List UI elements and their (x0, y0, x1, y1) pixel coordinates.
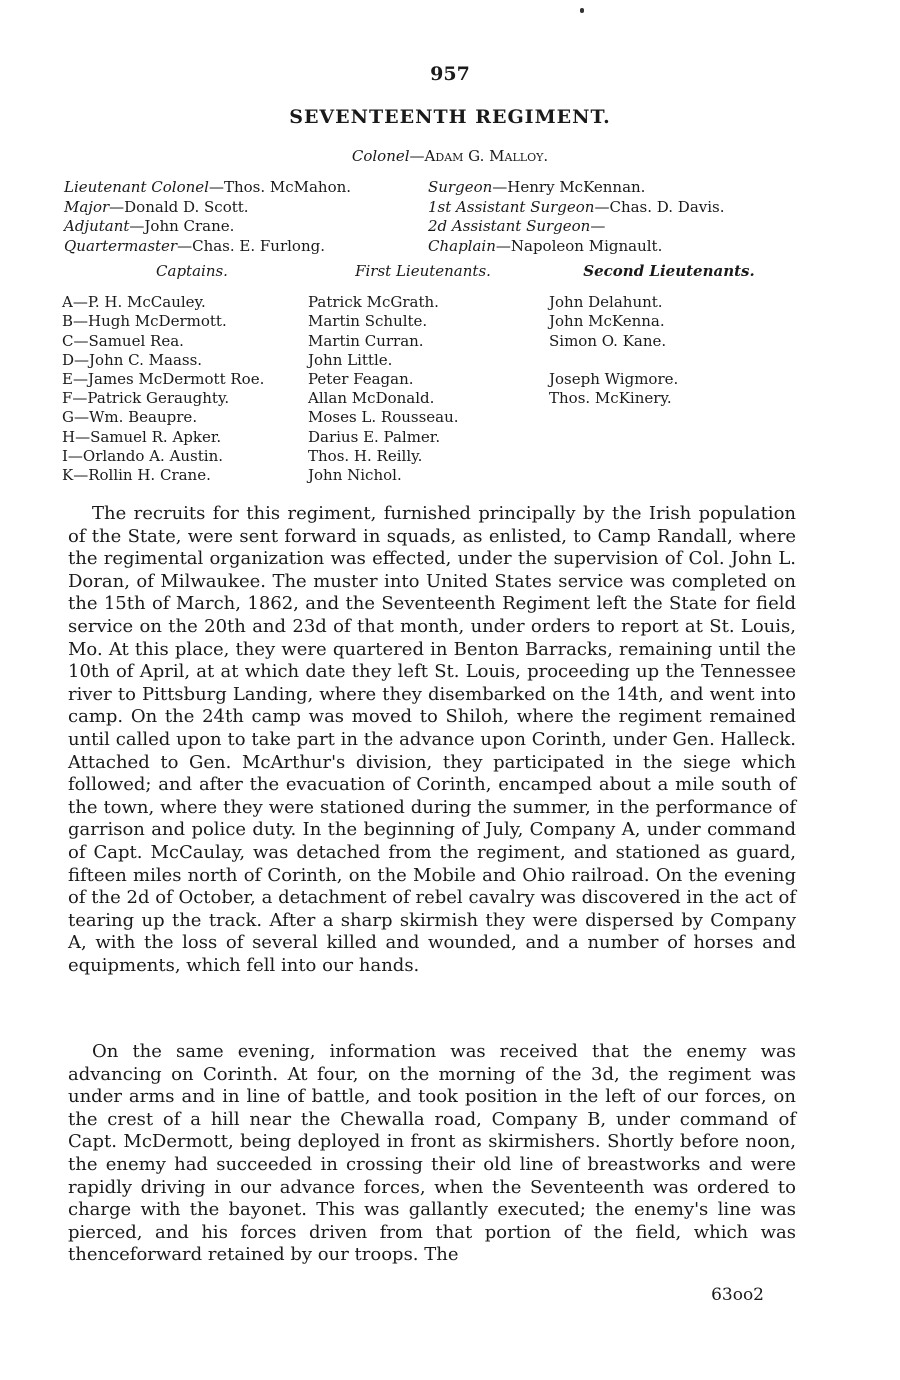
captain-row: A—P. H. McCauley. (62, 293, 206, 312)
captain-row: E—James McDermott Roe. (62, 369, 265, 388)
captain-row: G—Wm. Beaupre. (62, 408, 198, 427)
captain-row: C—Samuel Rea. (62, 331, 184, 350)
captains-heading: Captains. (156, 262, 228, 280)
second-lieutenant-row: Joseph Wigmore. (549, 369, 679, 388)
first-lieutenant-row: Thos. H. Reilly. (308, 446, 423, 465)
captains-column (62, 262, 302, 485)
field-staff (64, 178, 824, 256)
second-lieutenant-row (549, 351, 769, 370)
staff-role: 1st Assistant Surgeon (428, 197, 595, 216)
staff-entry: Major—Donald D. Scott. (64, 197, 249, 216)
staff-entry: Quartermaster—Chas. E. Furlong. (64, 236, 325, 255)
staff-entry: 1st Assistant Surgeon—Chas. D. Davis. (428, 197, 725, 216)
page-number: 957 (430, 63, 470, 85)
body-paragraph-2: On the same evening, information was received that the enemy was advancing on Corinth. At four, on the morning of the 3d, the regiment was under arms and in line of battle, and took position in the left of our forces, on the crest of a hill near the Chewalla road, Company B, under command of Capt. McDermott, being deployed in front as skirmishers. Shortly before noon, the enemy had succeeded in crossing their old line of breastworks and were rapidly driving in our advance forces, when the Seventeenth was ordered to charge with the bayonet. This was gallantly executed; the enemy's line was pierced, and his forces driven from that portion of the field, which was thenceforward retained by our troops. The (68, 1041, 796, 1266)
staff-entry: Surgeon—Henry McKennan. (428, 178, 646, 196)
staff-role: Adjutant (64, 217, 130, 235)
first-lieutenant-row: Peter Feagan. (308, 369, 414, 388)
company-officers (62, 262, 772, 492)
second-lieutenant-row (549, 466, 769, 485)
colonel-name: Adam G. Malloy. (424, 147, 549, 165)
staff-entry: Adjutant—John Crane. (64, 217, 235, 235)
staff-role: Quartermaster (64, 236, 178, 255)
catchword: 63oo2 (711, 1285, 764, 1305)
staff-entry: Chaplain—Napoleon Mignault. (428, 236, 663, 255)
first-lieutenant-row: Martin Schulte. (308, 312, 428, 331)
captain-row: H—Samuel R. Apker. (62, 427, 222, 446)
first-lieutenants-heading: First Lieutenants. (355, 262, 491, 280)
colonel-label: Colonel (351, 147, 410, 165)
first-lieutenant-row: John Nichol. (308, 465, 402, 484)
staff-name: Napoleon Mignault. (510, 236, 663, 255)
captain-row: K—Rollin H. Crane. (62, 465, 211, 484)
first-lieutenant-row: Allan McDonald. (308, 389, 435, 408)
second-lieutenant-row: Thos. McKinery. (549, 389, 672, 408)
second-lieutenant-row: John McKenna. (549, 312, 665, 331)
second-lieutenant-row (549, 447, 769, 466)
captain-row: F—Patrick Geraughty. (62, 389, 230, 408)
second-lieutenants-heading: Second Lieutenants. (583, 262, 755, 280)
first-lieutenants-column (308, 262, 508, 485)
staff-role: Surgeon (428, 178, 493, 196)
body-paragraph-1: The recruits for this regiment, furnished principally by the Irish population of the State, were sent forward in squads, as enlisted, to Camp Randall, where the regimental organization was effected, under the supervision of Col. John L. Doran, of Milwaukee. The muster into United States service was completed on the 15th of March, 1862, and the Seventeenth Regiment left the State for field service on the 20th and 23d of that month, under orders to report at St. Louis, Mo. At this place, they were quartered in Benton Barracks, remaining until the 10th of April, at at which date they left St. Louis, proceeding up the Tennessee river to Pittsburg Landing, where they disembarked on the 14th, and went into camp. On the 24th camp was moved to Shiloh, where the regiment remained until called upon to take part in the advance upon Corinth, under Gen. Halleck. Attached to Gen. McArthur's division, they participated in the siege which followed; and after the evacuation of Corinth, encamped about a mile south of the town, where they were stationed during the summer, in the performance of garrison and police duty. In the beginning of July, Company A, under command of Capt. McCaulay, was detached from the regiment, and stationed as guard, fifteen miles north of Corinth, on the Mobile and Ohio railroad. On the evening of the 2d of October, a detachment of rebel cavalry was discovered in the act of tearing up the track. After a sharp skirmish they were dispersed by Company A, with the loss of several killed and wounded, and a number of horses and equipments, which fell into our hands. (68, 503, 796, 976)
ink-spot (580, 8, 584, 13)
staff-name: John Crane. (144, 217, 235, 235)
staff-role: Chaplain (428, 236, 496, 255)
staff-entry: Lieutenant Colonel—Thos. McMahon. (64, 178, 352, 196)
first-lieutenant-row: Darius E. Palmer. (308, 427, 441, 446)
second-lieutenant-row (549, 428, 769, 447)
staff-role: 2d Assistant Surgeon (428, 217, 591, 235)
captain-row: B—Hugh McDermott. (62, 312, 227, 331)
staff-entry: 2d Assistant Surgeon— (428, 217, 606, 235)
second-lieutenants-column (549, 262, 769, 485)
second-lieutenant-row (549, 408, 769, 427)
staff-name: Donald D. Scott. (124, 197, 249, 216)
staff-role: Major (64, 197, 110, 216)
second-lieutenant-row: John Delahunt. (549, 293, 663, 312)
staff-name: Thos. McMahon. (223, 178, 352, 196)
first-lieutenant-row: Moses L. Rousseau. (308, 408, 459, 427)
first-lieutenant-row: John Little. (308, 350, 393, 369)
first-lieutenant-row: Martin Curran. (308, 331, 424, 350)
second-lieutenant-row: Simon O. Kane. (549, 331, 667, 350)
captain-row: I—Orlando A. Austin. (62, 446, 224, 465)
staff-name: Henry McKennan. (507, 178, 646, 196)
staff-role: Lieutenant Colonel (64, 178, 209, 196)
colonel-line: Colonel—Adam G. Malloy. (351, 147, 549, 165)
staff-name: Chas. E. Furlong. (192, 236, 325, 255)
page-title: SEVENTEENTH REGIMENT. (289, 106, 611, 128)
first-lieutenant-row: Patrick McGrath. (308, 293, 439, 312)
staff-name: Chas. D. Davis. (609, 197, 725, 216)
captain-row: D—John C. Maass. (62, 350, 203, 369)
